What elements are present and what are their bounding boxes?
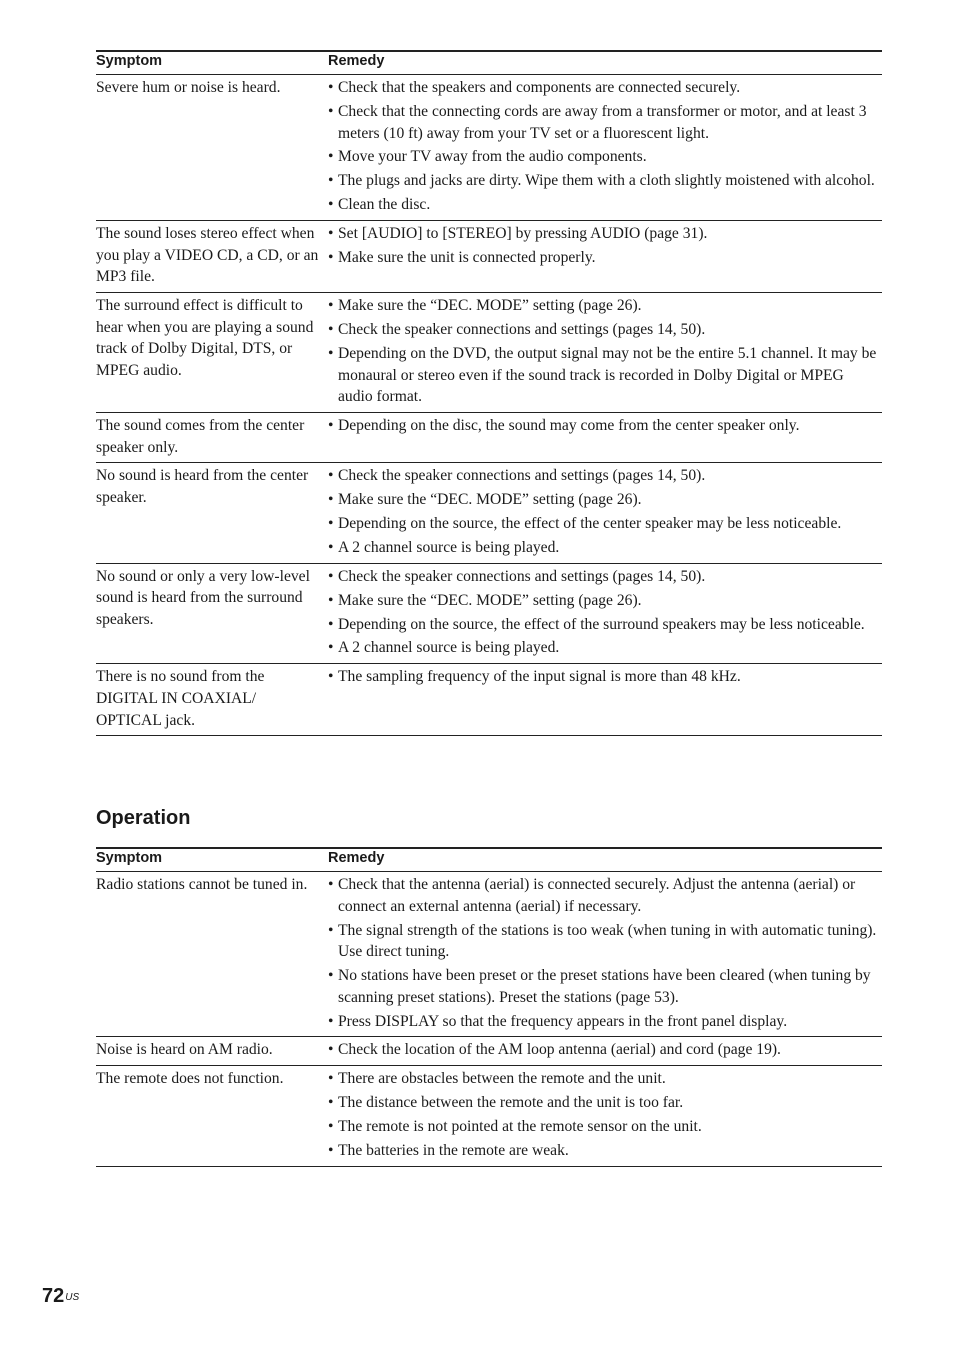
remedy-cell (328, 465, 882, 558)
remedy-item: • Make sure the “DEC. MODE” setting (page 26). (328, 295, 882, 317)
table-row (96, 221, 882, 293)
remedy-item: • The sampling frequency of the input signal is more than 48 kHz. (328, 666, 882, 688)
remedy-item: • A 2 channel source is being played. (328, 637, 882, 659)
region-code: US (65, 1292, 80, 1303)
remedy-list (328, 77, 882, 216)
remedy-column-header: Remedy (328, 53, 385, 69)
remedy-cell (328, 566, 882, 659)
table-body (96, 75, 882, 736)
remedy-item: • Check the speaker connections and settings (pages 14, 50). (328, 465, 882, 487)
remedy-list (328, 465, 882, 558)
remedy-list (328, 874, 882, 1032)
symptom-cell: Severe hum or noise is heard. (96, 79, 281, 96)
remedy-item: • Depending on the DVD, the output signal may not be the entire 5.1 channel. It may be monaural or stereo even if the sound track is recorded in Dolby Digital or MPEG audio format. (328, 343, 882, 408)
symptom-cell: No sound is heard from the center speaker. (96, 467, 309, 507)
remedy-item: • Clean the disc. (328, 194, 882, 216)
remedy-item: • Depending on the source, the effect of the center speaker may be less noticeable. (328, 513, 882, 535)
remedy-item: • The batteries in the remote are weak. (328, 1140, 882, 1162)
remedy-item: • Check that the speakers and components are connected securely. (328, 77, 882, 99)
remedy-item: • There are obstacles between the remote and the unit. (328, 1068, 882, 1090)
symptom-column-header: Symptom (96, 53, 163, 69)
symptom-cell: The sound loses stereo effect when you play a VIDEO CD, a CD, or an MP3 file. (96, 224, 319, 286)
remedy-item: • Check that the antenna (aerial) is connected securely. Adjust the antenna (aerial) or connect an external antenna (aerial) if necessary. (328, 874, 882, 917)
remedy-list (328, 295, 882, 408)
remedy-item: • The signal strength of the stations is too weak (when tuning in with automatic tuning). Use direct tuning. (328, 920, 882, 963)
remedy-item: • Move your TV away from the audio components. (328, 146, 882, 168)
remedy-list (328, 1039, 882, 1061)
remedy-item: • A 2 channel source is being played. (328, 537, 882, 559)
symptom-cell: The sound comes from the center speaker only. (96, 416, 305, 456)
remedy-cell (328, 295, 882, 408)
troubleshooting-sound-table (96, 50, 882, 736)
remedy-item: • Check the speaker connections and settings (pages 14, 50). (328, 319, 882, 341)
remedy-item: • Press DISPLAY so that the frequency appears in the front panel display. (328, 1011, 882, 1033)
table-row (96, 1066, 882, 1166)
page-number (42, 1284, 79, 1308)
remedy-item: • The distance between the remote and the unit is too far. (328, 1092, 882, 1114)
table-row (96, 872, 882, 1037)
remedy-item: • Make sure the “DEC. MODE” setting (page 26). (328, 489, 882, 511)
symptom-cell: Noise is heard on AM radio. (96, 1041, 273, 1059)
remedy-list (328, 566, 882, 659)
remedy-cell (328, 874, 882, 1032)
remedy-item: • The plugs and jacks are dirty. Wipe them with a cloth slightly moistened with alcohol. (328, 170, 882, 192)
page-number-value: 72 (42, 1285, 65, 1307)
remedy-list (328, 223, 882, 269)
table-header (96, 847, 882, 872)
symptom-cell: Radio stations cannot be tuned in. (96, 876, 308, 893)
remedy-cell (328, 77, 882, 216)
remedy-item: • Check the location of the AM loop antenna (aerial) and cord (page 19). (328, 1039, 882, 1061)
remedy-column-header: Remedy (328, 850, 385, 866)
table-row (96, 463, 882, 563)
remedy-item: • Make sure the unit is connected properly. (328, 247, 882, 269)
remedy-cell (328, 1068, 882, 1161)
table-row (96, 564, 882, 664)
remedy-item: • Depending on the disc, the sound may come from the center speaker only. (328, 415, 882, 437)
symptom-cell: No sound or only a very low-level sound is heard from the surround speakers. (96, 567, 310, 629)
remedy-cell (328, 415, 882, 458)
table-row (96, 1037, 882, 1066)
remedy-cell (328, 223, 882, 288)
remedy-item: • Check that the connecting cords are away from a transformer or motor, and at least 3 meters (10 ft) away from your TV set or a fluorescent light. (328, 101, 882, 144)
symptom-cell: There is no sound from the DIGITAL IN COAXIAL/ OPTICAL jack. (96, 668, 265, 729)
table-body (96, 872, 882, 1167)
remedy-item: • Depending on the source, the effect of the surround speakers may be less noticeable. (328, 614, 882, 636)
remedy-list (328, 666, 882, 688)
remedy-item: • Set [AUDIO] to [STEREO] by pressing AUDIO (page 31). (328, 223, 882, 245)
section-title-operation: Operation (96, 807, 191, 829)
symptom-cell: The remote does not function. (96, 1070, 284, 1088)
remedy-item: • Make sure the “DEC. MODE” setting (page 26). (328, 590, 882, 612)
troubleshooting-operation-table (96, 847, 882, 1167)
remedy-item: • The remote is not pointed at the remote sensor on the unit. (328, 1116, 882, 1138)
remedy-item: • No stations have been preset or the preset stations have been cleared (when tuning by scanning preset stations). Preset the stations (page 53). (328, 965, 882, 1008)
table-row (96, 293, 882, 413)
table-header (96, 50, 882, 75)
symptom-cell: The surround effect is difficult to hear when you are playing a sound track of Dolby Digital, DTS, or MPEG audio. (96, 297, 314, 380)
remedy-cell (328, 1039, 882, 1061)
remedy-list (328, 415, 882, 437)
table-row (96, 664, 882, 736)
remedy-cell (328, 666, 882, 731)
table-row (96, 75, 882, 221)
table-row (96, 413, 882, 463)
remedy-item: • Check the speaker connections and settings (pages 14, 50). (328, 566, 882, 588)
remedy-list (328, 1068, 882, 1161)
symptom-column-header: Symptom (96, 850, 163, 866)
